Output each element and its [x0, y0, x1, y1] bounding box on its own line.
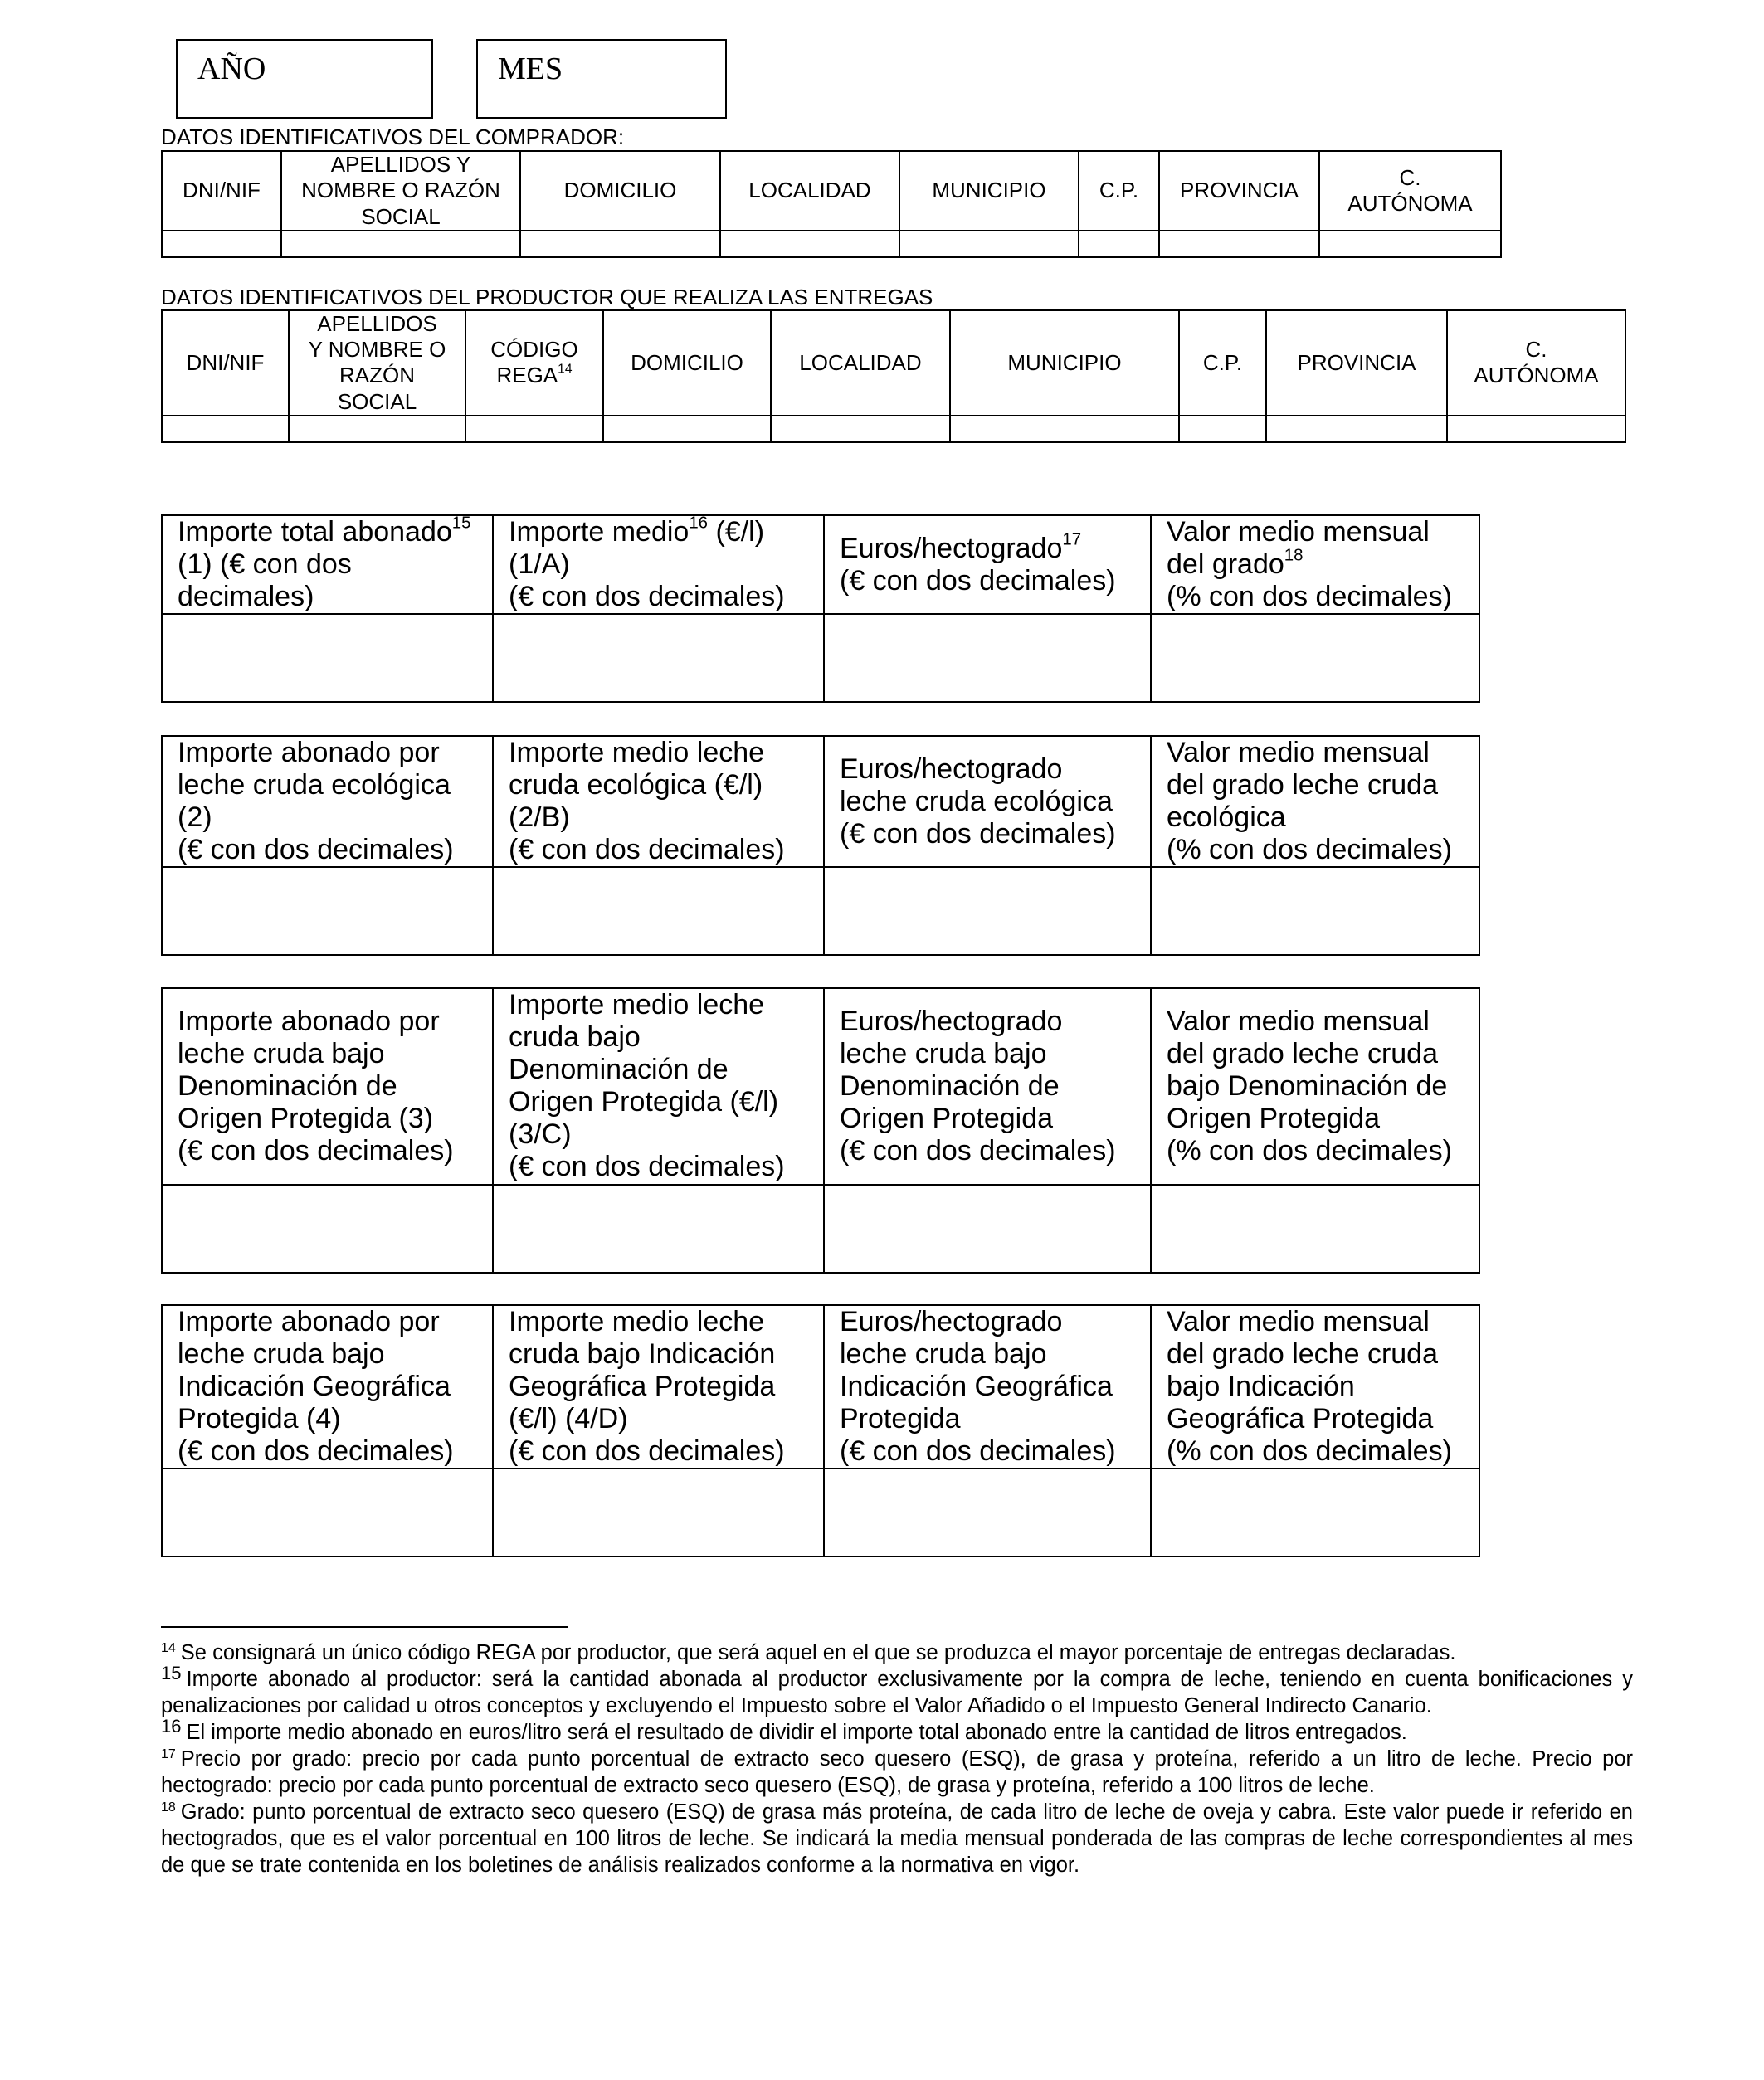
- total-paid-header: Importe total abonado$^{15}$ (1) (€ con dos decimales): [162, 515, 493, 614]
- pgi-hectograde-input[interactable]: [824, 1469, 1151, 1556]
- organic-grade-input[interactable]: [1151, 867, 1479, 955]
- pgi-paid-input[interactable]: [162, 1469, 493, 1556]
- footnote-number: 17: [161, 1747, 176, 1761]
- organic-input-row: [162, 867, 1479, 955]
- footnote-16: [161, 1716, 1633, 1746]
- producer-header-postcode: C.P.: [1179, 310, 1266, 416]
- organic-hectograde-input[interactable]: [824, 867, 1151, 955]
- pdo-grade-input[interactable]: [1151, 1185, 1479, 1273]
- pgi-input-row: [162, 1469, 1479, 1556]
- producer-locality-input[interactable]: [771, 416, 950, 442]
- producer-header-row: [162, 310, 1625, 416]
- buyer-province-input[interactable]: [1159, 231, 1319, 257]
- pdo-hectograde-header: Euros/hectogrado leche cruda bajo Denominación de Origen Protegida (€ con dos decimales): [824, 988, 1151, 1185]
- pdo-paid-header: Importe abonado por leche cruda bajo Denominación de Origen Protegida (3) (€ con dos decimales): [162, 988, 493, 1185]
- footnote-number: 15: [161, 1663, 182, 1683]
- buyer-name-input[interactable]: [281, 231, 520, 257]
- producer-table: [161, 309, 1626, 443]
- buyer-dni-input[interactable]: [162, 231, 281, 257]
- footnote-text: Se consignará un único código REGA por productor, que será aquel en el que se produzca el mayor porcentaje de entregas declaradas.: [180, 1641, 1456, 1664]
- footnote-ref-16[interactable]: 16: [689, 514, 709, 533]
- footnote-number: 16: [161, 1716, 182, 1737]
- producer-header-address: DOMICILIO: [603, 310, 771, 416]
- pdo-hectograde-input[interactable]: [824, 1185, 1151, 1273]
- producer-postcode-input[interactable]: [1179, 416, 1266, 442]
- pdo-paid-input[interactable]: [162, 1185, 493, 1273]
- pgi-header-row: [162, 1305, 1479, 1469]
- monthly-grade-header: Valor medio mensual del grado$^{18}$ (% con dos decimales): [1151, 515, 1479, 614]
- producer-header-locality: LOCALIDAD: [771, 310, 950, 416]
- producer-name-input[interactable]: [289, 416, 465, 442]
- pgi-hectograde-header: Euros/hectogrado leche cruda bajo Indicación Geográfica Protegida (€ con dos decimales): [824, 1305, 1151, 1469]
- footnote-ref-14[interactable]: 14: [558, 362, 573, 377]
- average-amount-header: Importe medio$^{16}$ (€/l) (1/A) (€ con dos decimales): [493, 515, 824, 614]
- producer-header-municipality: MUNICIPIO: [950, 310, 1179, 416]
- total-amounts-table: [161, 514, 1480, 703]
- buyer-locality-input[interactable]: [720, 231, 899, 257]
- buyer-header-region: C. AUTÓNOMA: [1319, 151, 1501, 231]
- footnote-ref-17[interactable]: 17: [1062, 530, 1082, 549]
- pgi-amounts-table: [161, 1304, 1480, 1557]
- organic-amounts-table: [161, 735, 1480, 956]
- producer-address-input[interactable]: [603, 416, 771, 442]
- producer-header-region: C. AUTÓNOMA: [1447, 310, 1625, 416]
- month-label: MES: [498, 51, 563, 86]
- footnote-number: 14: [161, 1641, 176, 1655]
- producer-caption: DATOS IDENTIFICATIVOS DEL PRODUCTOR QUE REALIZA LAS ENTREGAS: [161, 285, 933, 309]
- producer-header-province: PROVINCIA: [1266, 310, 1447, 416]
- producer-input-row: [162, 416, 1625, 442]
- average-amount-input[interactable]: [493, 614, 824, 702]
- buyer-input-row: [162, 231, 1501, 257]
- buyer-region-input[interactable]: [1319, 231, 1501, 257]
- total-paid-input[interactable]: [162, 614, 493, 702]
- buyer-header-province: PROVINCIA: [1159, 151, 1319, 231]
- pdo-average-header: Importe medio leche cruda bajo Denominación de Origen Protegida (€/l) (3/C) (€ con dos decimales): [493, 988, 824, 1185]
- buyer-header-locality: LOCALIDAD: [720, 151, 899, 231]
- footnote-18: [161, 1799, 1633, 1878]
- total-input-row: [162, 614, 1479, 702]
- pgi-paid-header: Importe abonado por leche cruda bajo Indicación Geográfica Protegida (4) (€ con dos decimales): [162, 1305, 493, 1469]
- pgi-grade-input[interactable]: [1151, 1469, 1479, 1556]
- buyer-header-postcode: C.P.: [1079, 151, 1159, 231]
- footnotes: [161, 1639, 1633, 1878]
- footnote-text: Precio por grado: precio por cada punto porcentual de extracto seco quesero (ESQ), de grasa y proteína, referido a un litro de leche. Precio por hectogrado: precio por cada punto porcentual de extracto seco quesero (ESQ), de grasa y proteína, referido a 100 litros de leche.: [161, 1747, 1633, 1797]
- organic-grade-header: Valor medio mensual del grado leche cruda ecológica (% con dos decimales): [1151, 736, 1479, 867]
- footnote-text: Grado: punto porcentual de extracto seco quesero (ESQ) de grasa más proteína, de cada litro de leche de oveja y cabra. Este valor puede ir referido en hectogrados, que es el valor porcentual en 100 litros de leche. Se indicará la media mensual ponderada de las compras de leche correspondientes al mes de que se trate contenida en los boletines de análisis realizados conforme a la normativa en vigor.: [161, 1800, 1633, 1877]
- buyer-address-input[interactable]: [520, 231, 720, 257]
- pgi-average-input[interactable]: [493, 1469, 824, 1556]
- producer-region-input[interactable]: [1447, 416, 1625, 442]
- buyer-caption: DATOS IDENTIFICATIVOS DEL COMPRADOR:: [161, 124, 625, 149]
- organic-hectograde-header: Euros/hectogrado leche cruda ecológica (€ con dos decimales): [824, 736, 1151, 867]
- pdo-amounts-table: [161, 987, 1480, 1274]
- organic-header-row: [162, 736, 1479, 867]
- producer-header-name: APELLIDOS Y NOMBRE O RAZÓN SOCIAL: [289, 310, 465, 416]
- footnote-17: [161, 1746, 1633, 1799]
- organic-paid-input[interactable]: [162, 867, 493, 955]
- producer-header-rega-cell: [465, 310, 603, 416]
- footnote-ref-18[interactable]: 18: [1284, 546, 1304, 565]
- month-field[interactable]: [476, 39, 727, 119]
- footnote-number: 18: [161, 1800, 176, 1815]
- producer-rega-input[interactable]: [465, 416, 603, 442]
- pdo-header-row: [162, 988, 1479, 1185]
- footnote-14: [161, 1639, 1633, 1666]
- buyer-municipality-input[interactable]: [899, 231, 1079, 257]
- footnote-ref-15[interactable]: 15: [451, 514, 471, 533]
- pgi-grade-header: Valor medio mensual del grado leche cruda bajo Indicación Geográfica Protegida (% con dos decimales): [1151, 1305, 1479, 1469]
- footnote-separator: [161, 1626, 568, 1628]
- organic-average-input[interactable]: [493, 867, 824, 955]
- producer-header-dni: DNI/NIF: [162, 310, 289, 416]
- total-header-row: [162, 515, 1479, 614]
- footnote-text: Importe abonado al productor: será la cantidad abonada al productor exclusivamente por la compra de leche, teniendo en cuenta bonificaciones y penalizaciones por calidad u otros conceptos y excluyendo el Impuesto sobre el Valor Añadido o el Impuesto General Indirecto Canario.: [161, 1668, 1633, 1717]
- producer-municipality-input[interactable]: [950, 416, 1179, 442]
- monthly-grade-input[interactable]: [1151, 614, 1479, 702]
- organic-average-header: Importe medio leche cruda ecológica (€/l) (2/B) (€ con dos decimales): [493, 736, 824, 867]
- organic-paid-header: Importe abonado por leche cruda ecológica (2) (€ con dos decimales): [162, 736, 493, 867]
- producer-province-input[interactable]: [1266, 416, 1447, 442]
- pdo-input-row: [162, 1185, 1479, 1273]
- buyer-table: [161, 150, 1502, 258]
- buyer-header-row: [162, 151, 1501, 231]
- footnote-text: El importe medio abonado en euros/litro será el resultado de dividir el importe total abonado entre la cantidad de litros entregados.: [186, 1721, 1407, 1744]
- buyer-postcode-input[interactable]: [1079, 231, 1159, 257]
- buyer-header-dni: DNI/NIF: [162, 151, 281, 231]
- producer-dni-input[interactable]: [162, 416, 289, 442]
- euros-per-hectograde-input[interactable]: [824, 614, 1151, 702]
- pdo-grade-header: Valor medio mensual del grado leche cruda bajo Denominación de Origen Protegida (% con dos decimales): [1151, 988, 1479, 1185]
- buyer-header-address: DOMICILIO: [520, 151, 720, 231]
- pgi-average-header: Importe medio leche cruda bajo Indicación Geográfica Protegida (€/l) (4/D) (€ con dos decimales): [493, 1305, 824, 1469]
- footnote-15: [161, 1663, 1633, 1719]
- buyer-header-name: APELLIDOS Y NOMBRE O RAZÓN SOCIAL: [281, 151, 520, 231]
- producer-header-rega: CÓDIGO REGA: [490, 337, 578, 388]
- pdo-average-input[interactable]: [493, 1185, 824, 1273]
- year-label: AÑO: [197, 51, 266, 86]
- euros-per-hectograde-header: Euros/hectogrado$^{17}$ (€ con dos decimales): [824, 515, 1151, 614]
- buyer-header-municipality: MUNICIPIO: [899, 151, 1079, 231]
- year-field[interactable]: [176, 39, 433, 119]
